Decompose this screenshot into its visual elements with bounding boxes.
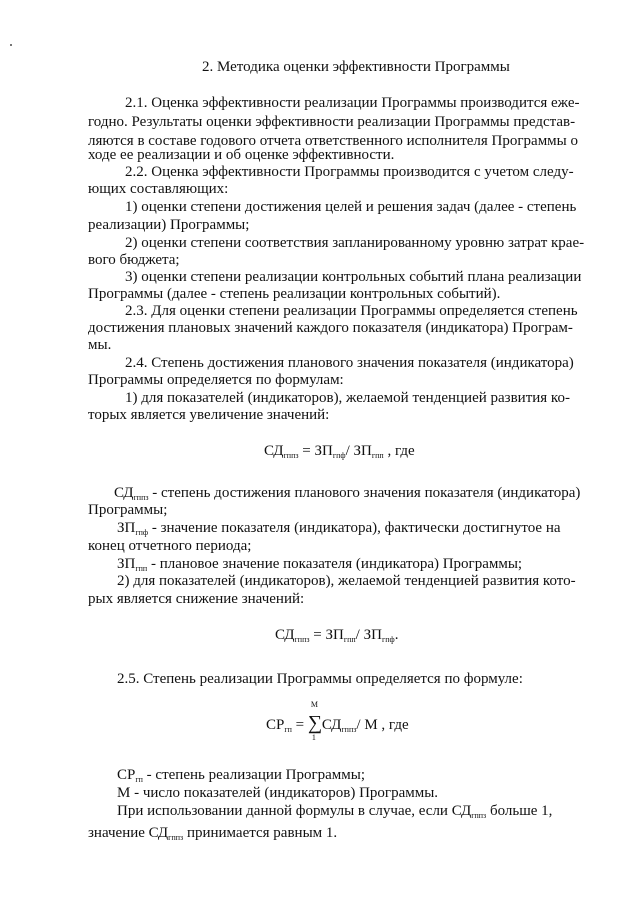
formula-3-lhs-subscript: гп [284, 725, 292, 734]
p22-item2-line2: вого бюджета; [88, 252, 180, 268]
case2-line2: рых является снижение значений: [88, 591, 305, 607]
formula-3-tail: / М , где [356, 717, 409, 733]
formula-1-numerator-subscript: гпф [332, 451, 346, 460]
formula-2-denominator-subscript: гпф [381, 635, 395, 644]
formula-3-equals: = [291, 717, 308, 733]
final-line1 [117, 802, 552, 821]
sigma-glyph: ∑ [307, 712, 323, 734]
p23-line3: мы. [88, 337, 112, 353]
final-line2-subscript: гппз [168, 833, 184, 842]
def-zpp-text: - плановое значение показателя (индикатора) Программы; [147, 556, 523, 572]
p22-item3-line2: Программы (далее - степень реализации контрольных событий). [88, 286, 501, 302]
formula-2-lhs-subscript: гппз [294, 635, 310, 644]
p24-case1-line2: торых является увеличение значений: [88, 407, 330, 423]
def-m-line: М - число показателей (индикаторов) Программы. [117, 785, 439, 801]
def-sr-text: - степень реализации Программы; [142, 767, 366, 783]
formula-1-lhs: СД [264, 443, 284, 459]
formula-3-term-subscript: гппз [341, 725, 357, 734]
p22-item2-line1: 2) оценки степени соответствия запланированному уровню затрат крае- [125, 235, 585, 251]
p21-line2: годно. Результаты оценки эффективности реализации Программы представ- [88, 114, 576, 130]
def-zpf-symbol: ЗП [117, 520, 136, 536]
final-line2-text: значение СД [88, 825, 169, 841]
def-zpf-subscript: гпф [135, 528, 149, 537]
def-zpp-symbol: ЗП [117, 556, 136, 572]
formula-1-numerator: = ЗП [298, 443, 333, 459]
formula-3-term: СД [321, 717, 342, 733]
def-zpf-text: - значение показателя (индикатора), фактически достигнутое на [148, 520, 561, 536]
def-sd-text: - степень достижения планового значения показателя (индикатора) [148, 485, 581, 501]
p22-item3-line1: 3) оценки степени реализации контрольных событий плана реализации [125, 269, 582, 285]
sum-upper-limit: М [310, 700, 319, 709]
def-sd-line2: Программы; [88, 502, 168, 518]
formula-3-lhs: СР [266, 717, 285, 733]
def-sr-symbol: СР [117, 767, 136, 783]
def-zpf-line1 [117, 519, 561, 538]
section-title: 2. Методика оценки эффективности Программы [202, 59, 510, 75]
formula-3 [266, 700, 409, 742]
p22-item1-line2: реализации) Программы; [88, 217, 250, 233]
final-line1-text: При использовании данной формулы в случае, если СД [117, 803, 472, 819]
final-line2 [88, 824, 337, 843]
p24-line2: Программы определяется по формулам: [88, 372, 344, 388]
def-sr-line [117, 766, 365, 785]
formula-1-lhs-subscript: гппз [283, 451, 299, 460]
def-sd-symbol: СД [114, 485, 134, 501]
p24-case1-line1: 1) для показателей (индикаторов), желаемой тенденцией развития ко- [125, 390, 570, 406]
sum-symbol [307, 700, 323, 742]
def-sd-line1 [114, 484, 580, 503]
def-zpp-subscript: гпп [135, 564, 148, 573]
p22-line1: 2.2. Оценка эффективности Программы производится с учетом следу- [125, 164, 574, 180]
p22-line2: ющих составляющих: [88, 181, 229, 197]
formula-2 [275, 626, 398, 645]
formula-1-tail: , где [383, 443, 415, 459]
formula-1 [264, 442, 415, 461]
p24-line1: 2.4. Степень достижения планового значения показателя (индикатора) [125, 355, 574, 371]
formula-2-numerator: = ЗП [309, 627, 344, 643]
p23-line1: 2.3. Для оценки степени реализации Программы определяется степень [125, 303, 578, 319]
case2-line1: 2) для показателей (индикаторов), желаемой тенденцией развития кото- [117, 573, 576, 589]
p21-line1: 2.1. Оценка эффективности реализации Программы производится еже- [125, 95, 580, 111]
formula-1-denominator-subscript: гпп [371, 451, 384, 460]
formula-2-denominator: / ЗП [355, 627, 382, 643]
final-line2-tail: принимается равным 1. [183, 825, 338, 841]
formula-2-numerator-subscript: гпп [343, 635, 356, 644]
scan-speck [10, 44, 12, 46]
formula-1-denominator: / ЗП [345, 443, 372, 459]
final-line1-tail: больше 1, [486, 803, 553, 819]
p22-item1-line1: 1) оценки степени достижения целей и решения задач (далее - степень [125, 199, 577, 215]
def-sd-subscript: гппз [133, 493, 149, 502]
sum-lower-limit: 1 [311, 733, 316, 742]
formula-2-lhs: СД [275, 627, 295, 643]
p21-line3: ляются в составе годового отчета ответственного исполнителя Программы о [88, 133, 579, 149]
p21-line4: ходе ее реализации и об оценке эффективности. [88, 147, 395, 163]
def-zpf-line2: конец отчетного периода; [88, 538, 252, 554]
final-line1-subscript: гппз [471, 811, 487, 820]
formula-2-tail: . [394, 627, 399, 643]
def-sr-subscript: гп [135, 775, 143, 784]
p25-line1: 2.5. Степень реализации Программы определяется по формуле: [117, 671, 523, 687]
p23-line2: достижения плановых значений каждого показателя (индикатора) Програм- [88, 320, 573, 336]
